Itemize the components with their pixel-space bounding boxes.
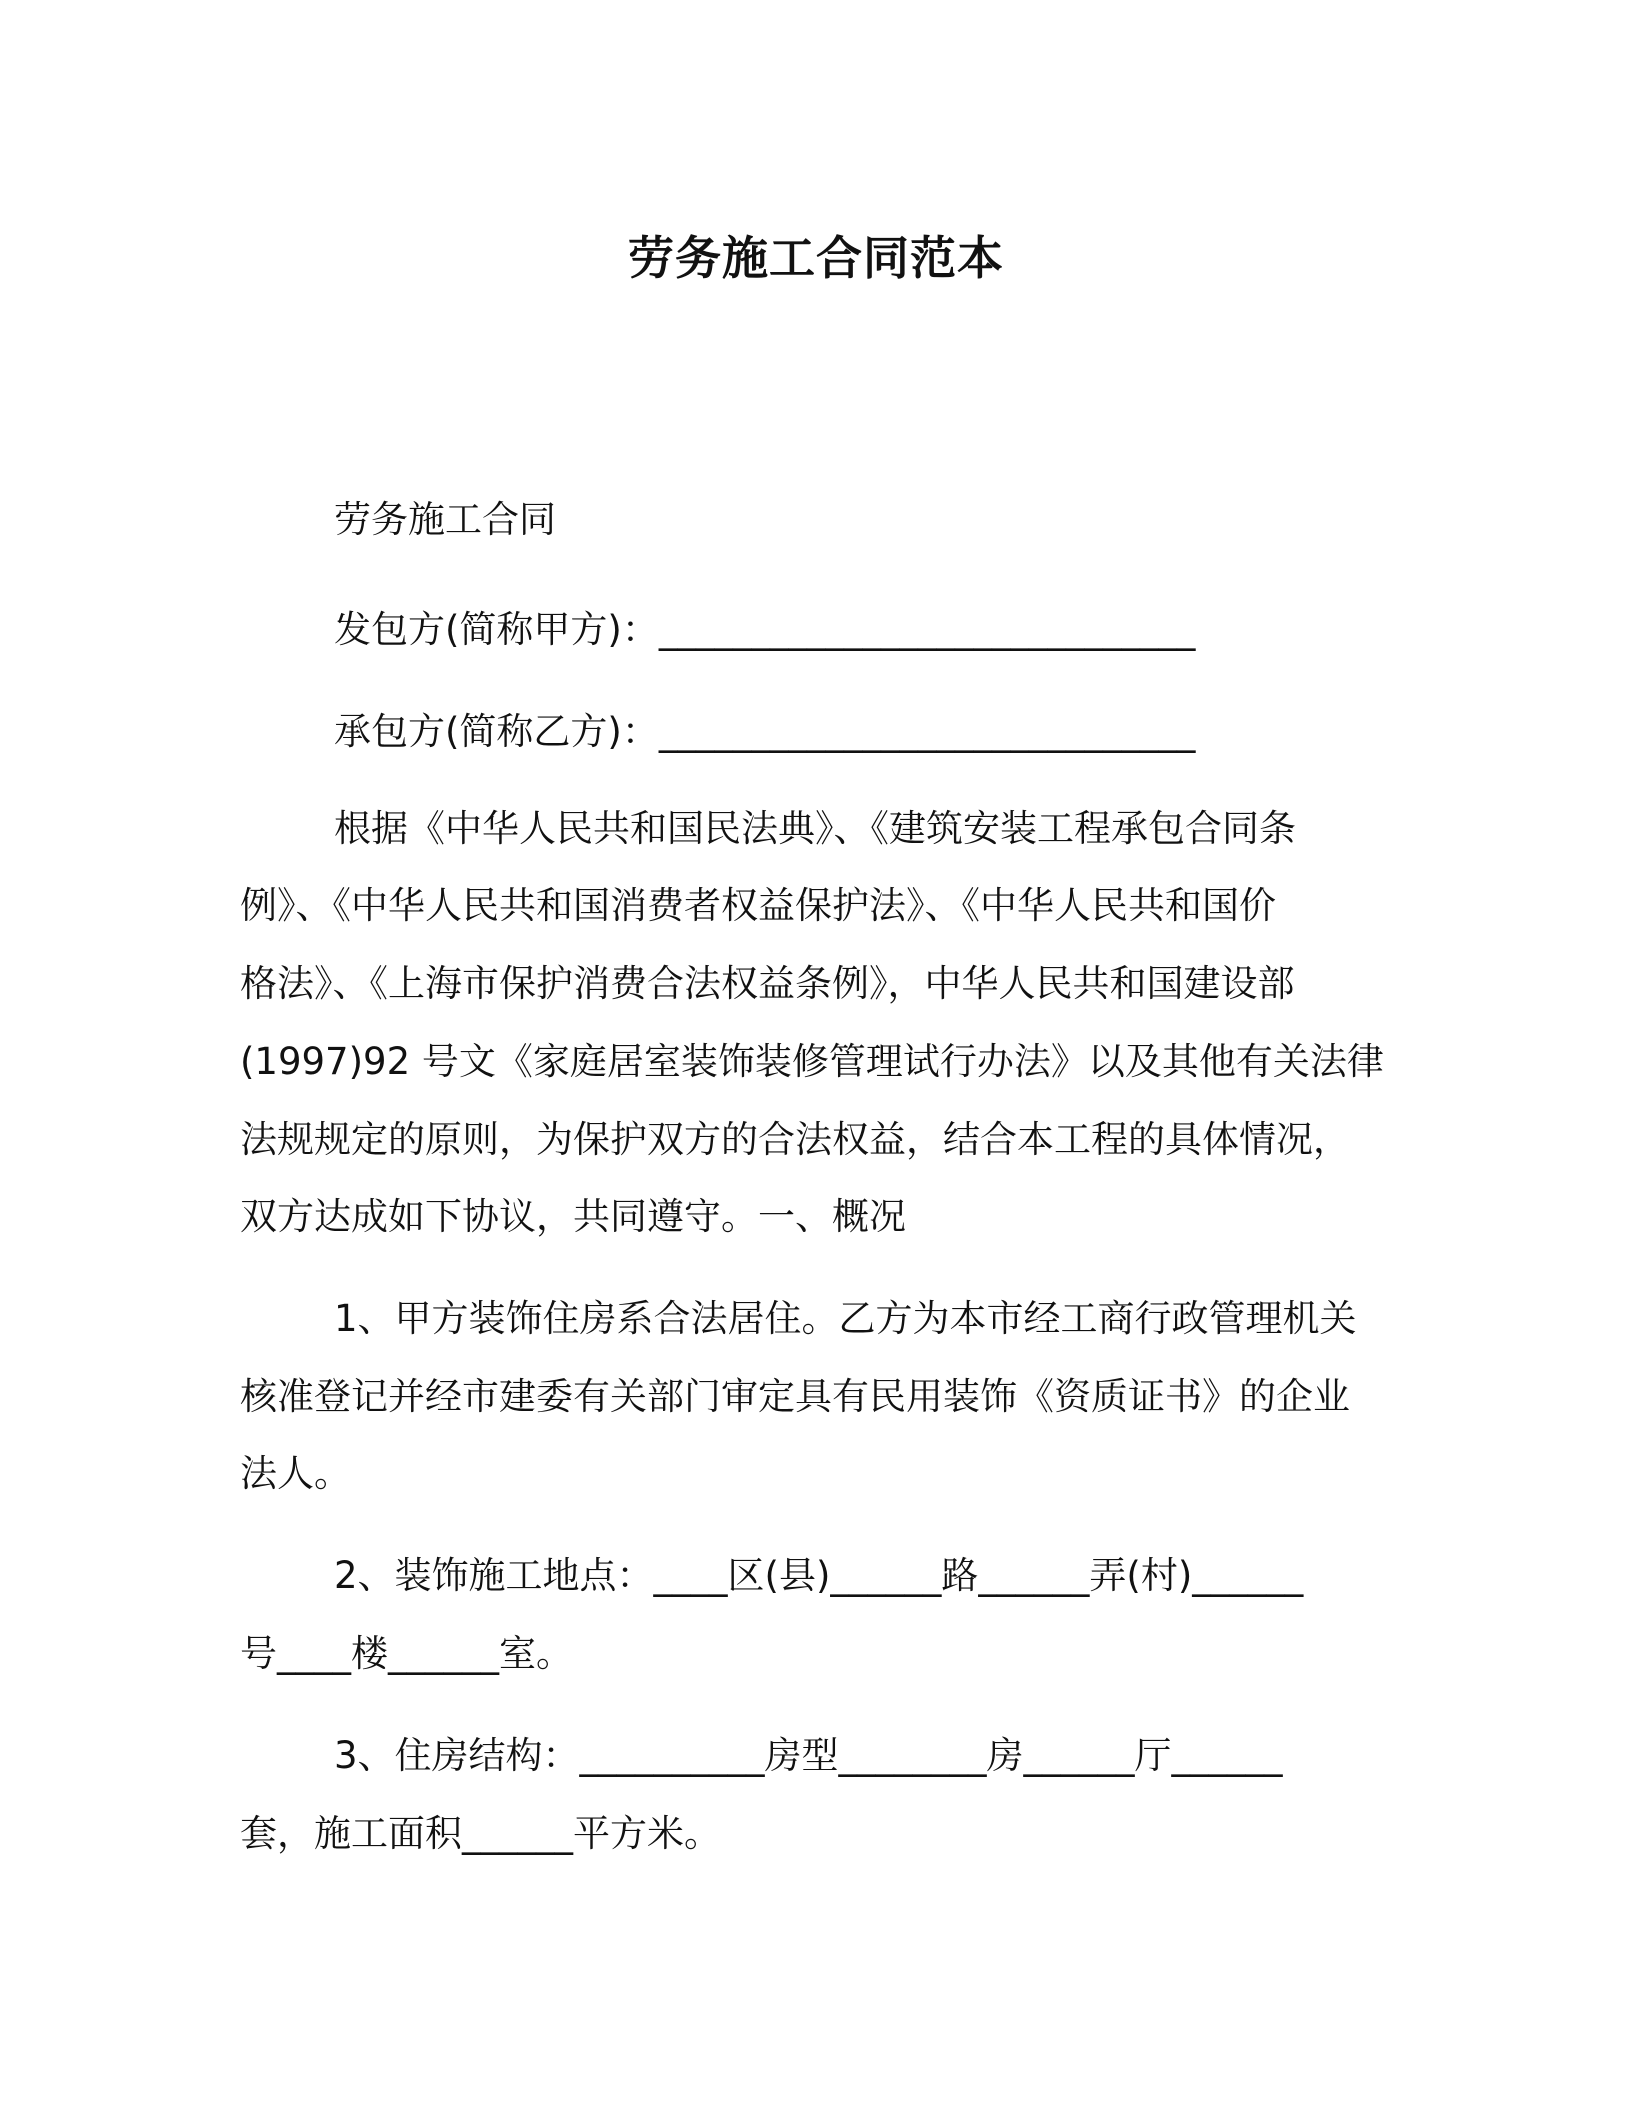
document-title: 劳务施工合同范本 <box>628 231 1004 285</box>
clause-3-line-1: 3、住房结构：__________房型________房______厅______ <box>334 1734 1283 1777</box>
clause-1-line-3: 法人。 <box>240 1452 351 1495</box>
party-b-field: 承包方(简称乙方)：_____________________________ <box>334 710 1196 753</box>
preamble-line-4: (1997)92 号文《家庭居室装饰装修管理试行办法》以及其他有关法律 <box>240 1040 1384 1083</box>
contract-heading: 劳务施工合同 <box>334 498 556 541</box>
clause-1-line-1: 1、甲方装饰住房系合法居住。乙方为本市经工商行政管理机关 <box>334 1297 1357 1340</box>
clause-1-line-2: 核准登记并经市建委有关部门审定具有民用装饰《资质证书》的企业 <box>240 1375 1350 1418</box>
preamble-line-2: 例》、《中华人民共和国消费者权益保护法》、《中华人民共和国价 <box>240 884 1276 927</box>
preamble-line-1: 根据《中华人民共和国民法典》、《建筑安装工程承包合同条 <box>334 807 1296 850</box>
clause-3-line-2: 套，施工面积______平方米。 <box>240 1812 721 1855</box>
preamble-line-3: 格法》、《上海市保护消费合法权益条例》，中华人民共和国建设部 <box>240 962 1295 1005</box>
clause-2-line-1: 2、装饰施工地点：____区(县)______路______弄(村)______ <box>334 1554 1304 1597</box>
party-a-field: 发包方(简称甲方)：_____________________________ <box>334 608 1196 651</box>
preamble-line-6: 双方达成如下协议，共同遵守。一、概况 <box>240 1195 906 1238</box>
preamble-line-5: 法规规定的原则，为保护双方的合法权益，结合本工程的具体情况， <box>240 1118 1350 1161</box>
clause-2-line-2: 号____楼______室。 <box>240 1632 573 1675</box>
